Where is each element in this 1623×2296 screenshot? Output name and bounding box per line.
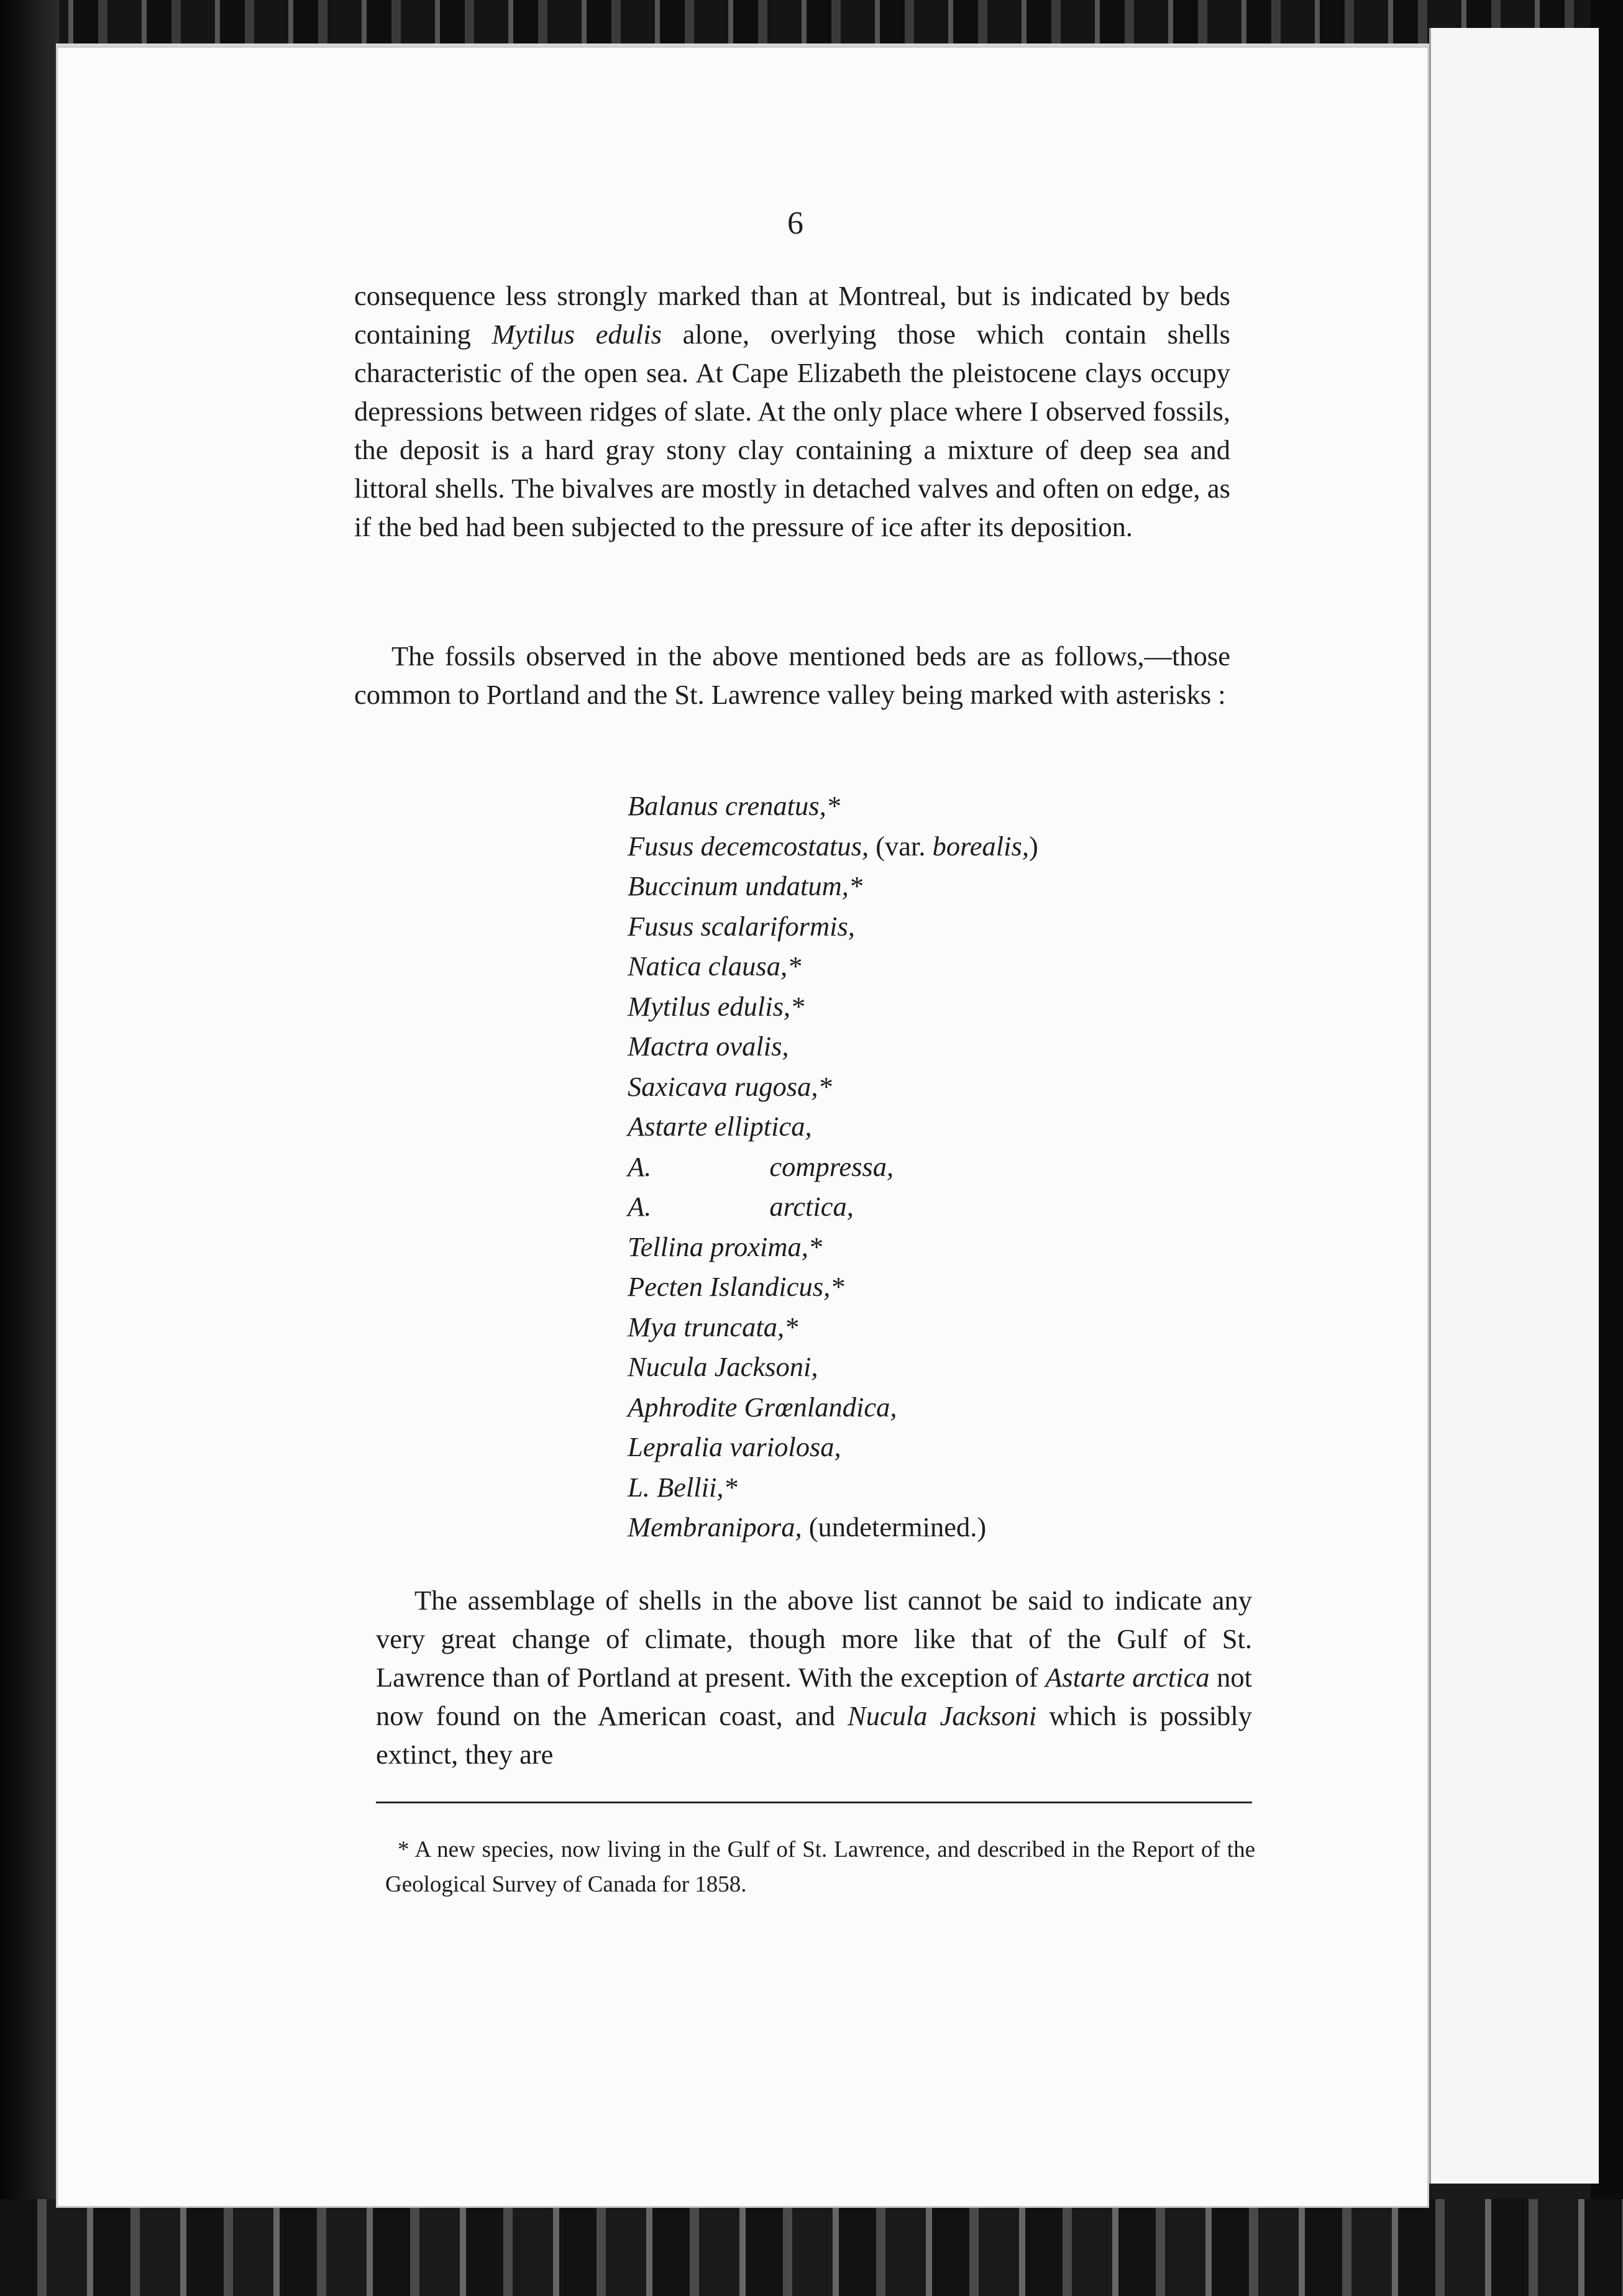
species-name: Tellina proxima,* xyxy=(628,1231,823,1262)
facing-page-edge xyxy=(1429,28,1599,2184)
paragraph-3-text-a: The assemblage of shells in the above list cannot be said to indicate any very great change of climate, though more like that of the Gulf of St. Lawrence than of Portland at present. With the exception of xyxy=(376,1585,1252,1693)
list-item xyxy=(628,1347,1187,1387)
paragraph-1-italic-species: Mytilus edulis xyxy=(491,319,662,350)
species-note-italic: borealis, xyxy=(932,830,1029,862)
species-name: Mya truncata,* xyxy=(628,1311,798,1342)
list-item xyxy=(628,1307,1187,1347)
paragraph-1-text-a: consequence less strongly marked than at Montreal, but is indicated by beds containing xyxy=(354,280,1230,350)
species-name: Aphrodite Grœnlandica, xyxy=(628,1391,897,1423)
scan-background-left xyxy=(0,0,59,2296)
list-item xyxy=(628,986,1187,1027)
list-item xyxy=(628,1026,1187,1067)
paragraph-3-italic-nucula: Nucula Jacksoni xyxy=(848,1700,1037,1731)
paragraph-3 xyxy=(376,1581,1252,1774)
scan-background-top xyxy=(0,0,1623,50)
species-name: compressa, xyxy=(769,1150,894,1182)
list-item xyxy=(628,1067,1187,1107)
footnote: * A new species, now living in the Gulf of St. Lawrence, and described in the Report of the Geological Survey of Canada for 1858. xyxy=(385,1837,1255,1897)
species-name: Natica clausa,* xyxy=(628,950,802,982)
species-list xyxy=(628,786,1187,1547)
species-note: (undetermined.) xyxy=(802,1511,987,1542)
paragraph-3-text-c: which is possibly extinct, they are xyxy=(376,1700,1252,1770)
list-item xyxy=(628,1467,1187,1508)
list-item xyxy=(628,946,1187,986)
list-item xyxy=(628,866,1187,906)
species-name: arctica, xyxy=(769,1191,854,1222)
footnote-divider xyxy=(376,1802,1252,1803)
species-name: Saxicava rugosa,* xyxy=(628,1070,832,1102)
species-name: Mytilus edulis,* xyxy=(628,990,805,1022)
list-item xyxy=(628,1227,1187,1267)
list-item xyxy=(628,1187,1187,1227)
genus-abbreviation: A. xyxy=(628,1191,652,1222)
list-item xyxy=(628,1267,1187,1307)
list-item xyxy=(628,1106,1187,1147)
genus-abbreviation: A. xyxy=(628,1150,652,1182)
species-name: Lepralia variolosa, xyxy=(628,1431,841,1462)
list-item xyxy=(628,1427,1187,1467)
paragraph-2 xyxy=(354,637,1230,714)
species-name: Balanus crenatus,* xyxy=(628,790,840,821)
species-name: Fusus decemcostatus, xyxy=(628,830,869,862)
species-name: Nucula Jacksoni, xyxy=(628,1351,818,1382)
scan-background-bottom xyxy=(0,2199,1623,2296)
list-item xyxy=(628,1507,1187,1547)
paragraph-3-text-b: not now found on the American coast, and xyxy=(376,1662,1252,1731)
paragraph-2-text: The fossils observed in the above mentioned beds are as follows,—those common to Portland and the St. Lawrence valley being marked with asterisks : xyxy=(354,640,1230,710)
species-name: Astarte elliptica, xyxy=(628,1111,812,1142)
page-number: 6 xyxy=(787,206,803,241)
list-item xyxy=(628,786,1187,826)
species-name: Membranipora, xyxy=(628,1511,802,1542)
list-item xyxy=(628,906,1187,947)
list-item xyxy=(628,1387,1187,1428)
list-item xyxy=(628,826,1187,867)
species-note: (var. xyxy=(869,830,933,862)
species-name: Fusus scalariformis, xyxy=(628,910,855,942)
paragraph-3-italic-astarte: Astarte arctica xyxy=(1045,1662,1210,1693)
species-note-end: ) xyxy=(1028,830,1038,862)
paragraph-1-text-b: alone, overlying those which contain shells characteristic of the open sea. At Cape Elizabeth the pleistocene clays occupy depressions between ridges of slate. At the only place where I observed fossils, the deposit is a hard gray stony clay containing a mixture of deep sea and littoral shells. The bivalves are mostly in detached valves and often on edge, as if the bed had been subjected to the pressure of ice after its deposition. xyxy=(354,319,1230,542)
paragraph-1 xyxy=(354,276,1230,546)
list-item xyxy=(628,1147,1187,1187)
species-name: Mactra ovalis, xyxy=(628,1031,789,1062)
species-name: L. Bellii,* xyxy=(628,1471,738,1503)
species-name: Pecten Islandicus,* xyxy=(628,1271,844,1302)
species-name: Buccinum undatum,* xyxy=(628,870,863,901)
